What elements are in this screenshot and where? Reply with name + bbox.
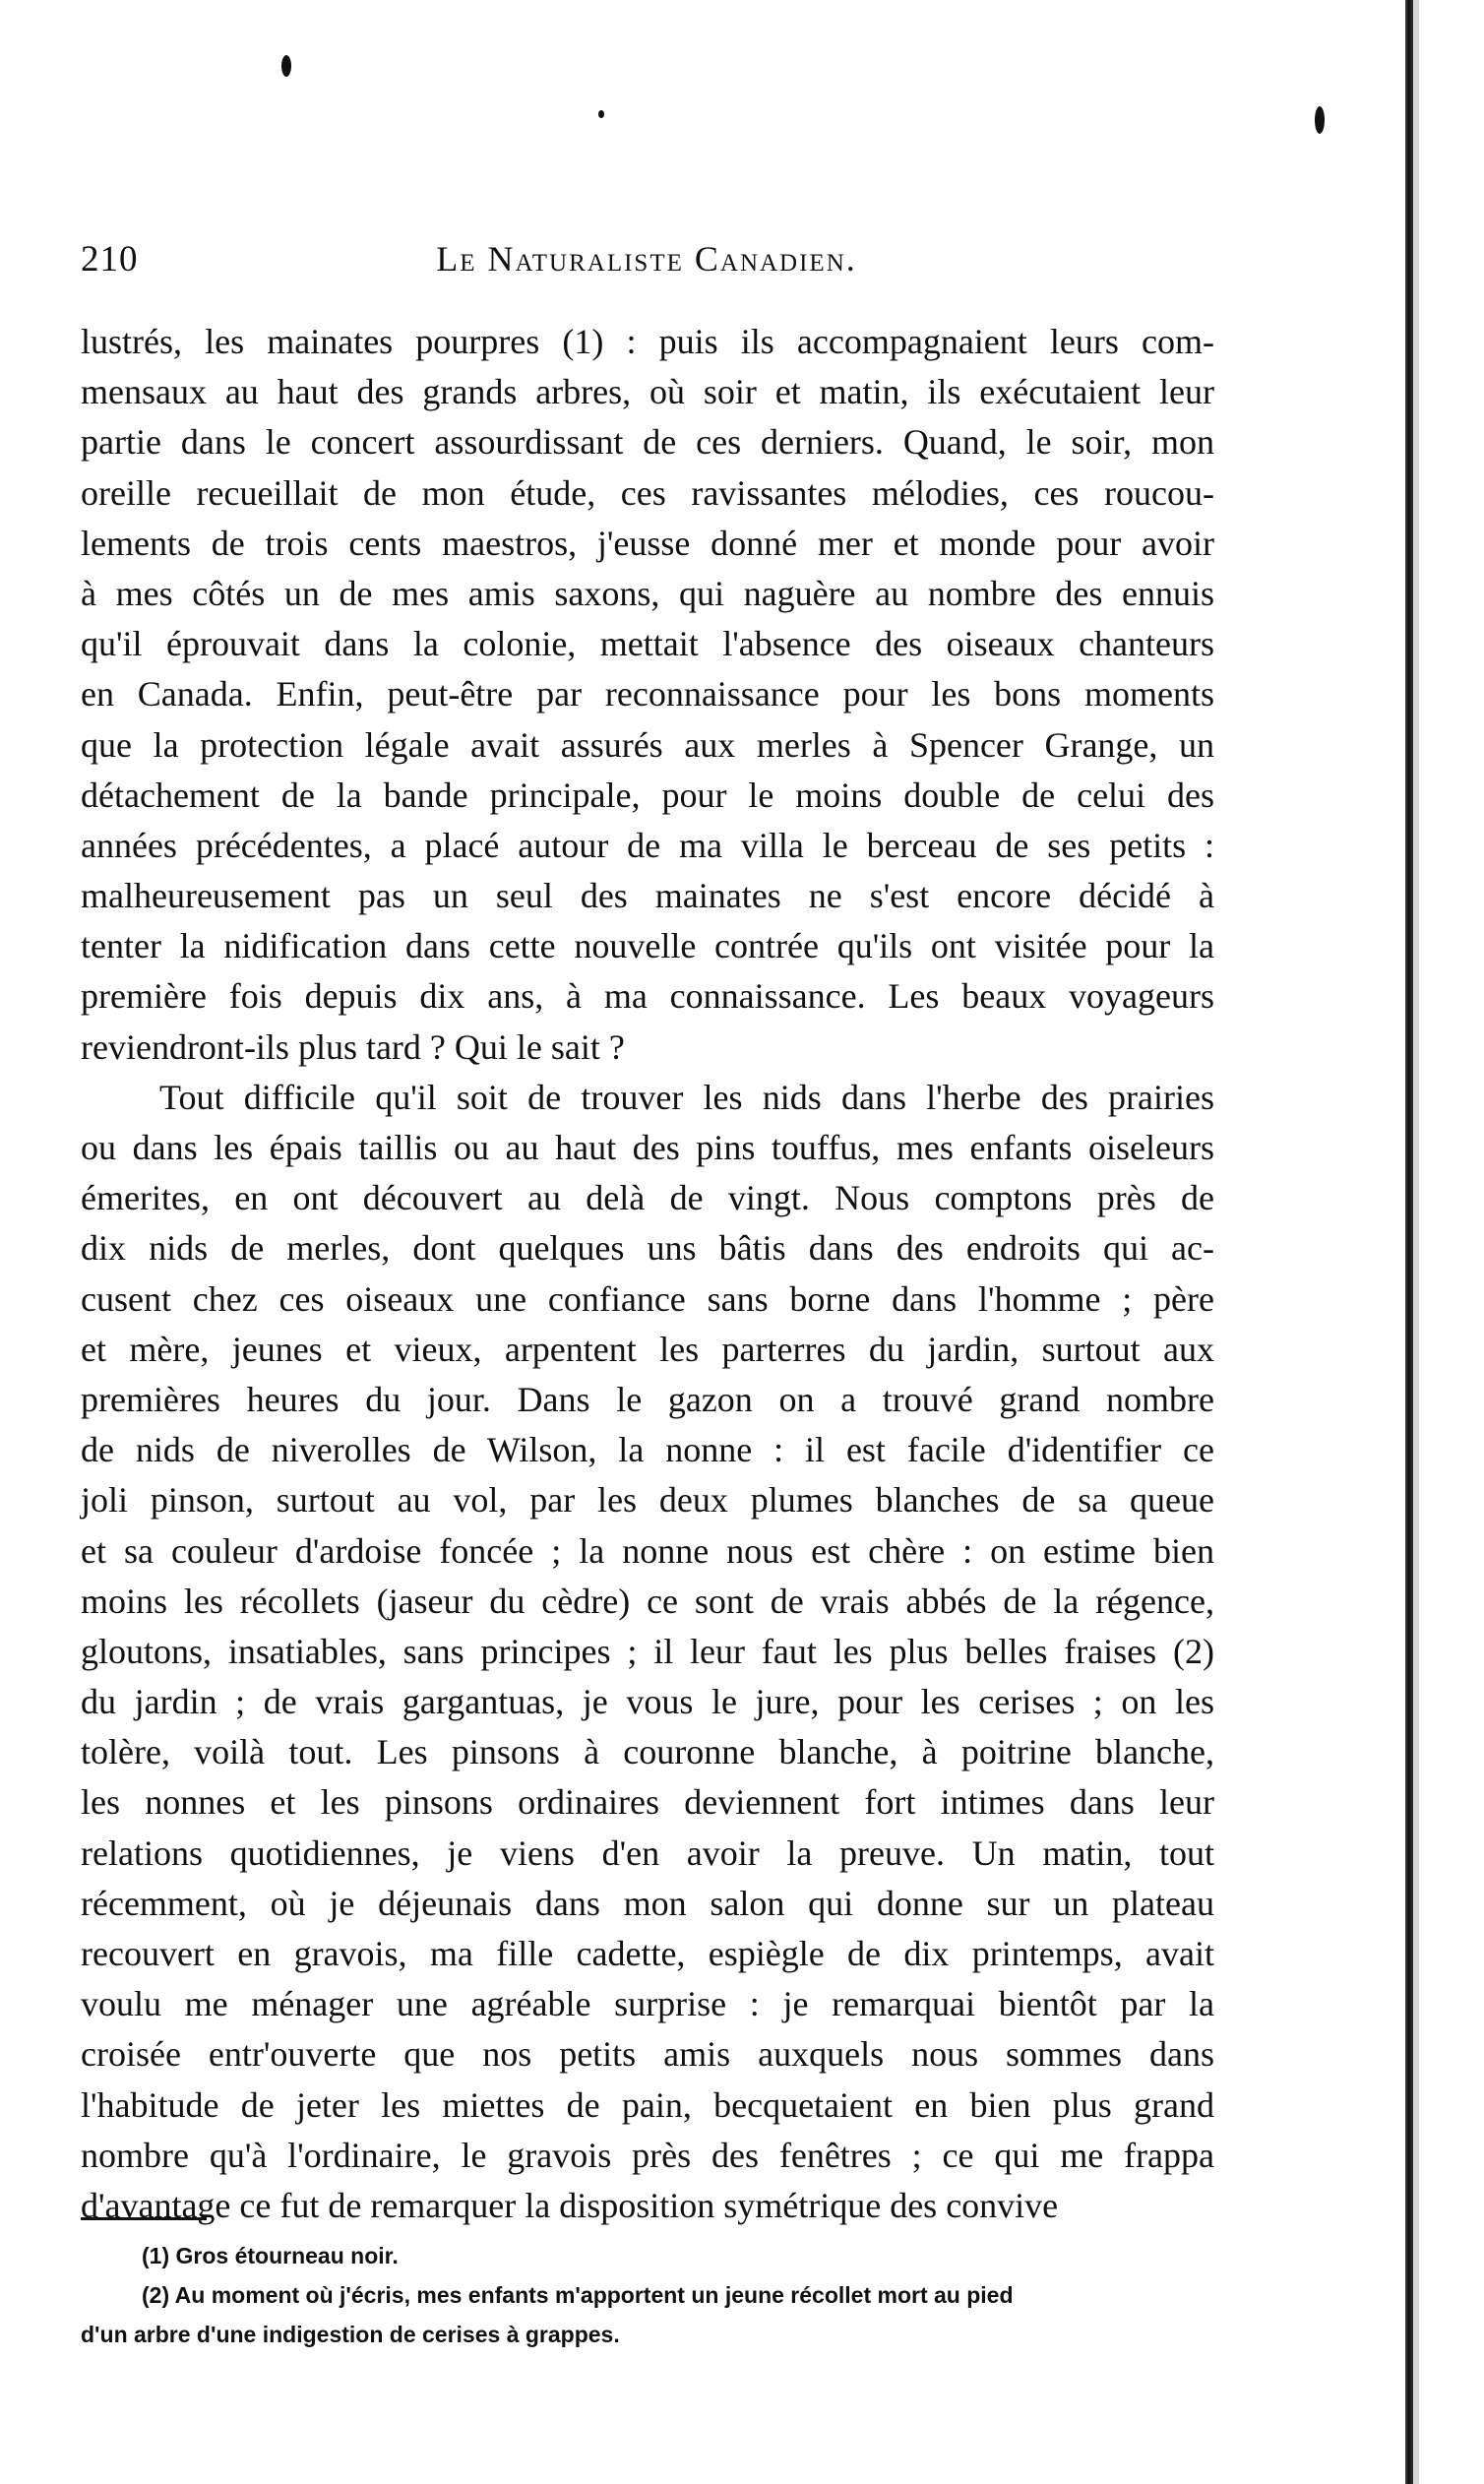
text-line: récemment, où je déjeunais dans mon salon qui donne sur un plateau <box>81 1883 1214 1923</box>
text-line: mensaux au haut des grands arbres, où soir et matin, ils exécutaient leur <box>81 372 1214 412</box>
ink-speck <box>1315 106 1325 134</box>
text-line: détachement de la bande principale, pour le moins double de celui des <box>81 775 1214 815</box>
body-text <box>81 317 1214 2231</box>
running-title: Le Naturaliste Canadien. <box>436 239 857 279</box>
text-line: croisée entr'ouverte que nos petits amis auxquels nous sommes dans <box>81 2034 1214 2075</box>
paragraph <box>81 1073 1214 2231</box>
paragraph <box>81 317 1214 1073</box>
text-line: reviendront-ils plus tard ? Qui le sait ? <box>81 1026 625 1067</box>
footnote-2-continued: d'un arbre d'une indigestion de cerises à grappes. <box>81 2322 620 2347</box>
text-line: de nids de niverolles de Wilson, la nonne : il est facile d'identifier ce <box>81 1430 1214 1470</box>
text-line: nombre qu'à l'ordinaire, le gravois près des fenêtres ; ce qui me frappa <box>81 2135 1214 2175</box>
text-line: lustrés, les mainates pourpres (1) : puis ils accompagnaient leurs com- <box>81 322 1214 361</box>
text-line: tenter la nidification dans cette nouvelle contrée qu'ils ont visitée pour la <box>81 926 1214 966</box>
text-line: et sa couleur d'ardoise foncée ; la nonne nous est chère : on estime bien <box>81 1530 1214 1571</box>
footnote-2: (2) Au moment où j'écris, mes enfants m'apportent un jeune récollet mort au pied <box>142 2282 1014 2308</box>
text-line: voulu me ménager une agréable surprise : je remarquai bientôt par la <box>81 1984 1214 2024</box>
text-line: lements de trois cents maestros, j'eusse donné mer et monde pour avoir <box>81 523 1214 563</box>
text-line: en Canada. Enfin, peut-être par reconnaissance pour les bons moments <box>81 674 1214 714</box>
footnote-rule <box>81 2217 207 2220</box>
text-line: ou dans les épais taillis ou au haut des pins touffus, mes enfants oiseleurs <box>81 1128 1214 1167</box>
text-line: émerites, en ont découvert au delà de vingt. Nous comptons près de <box>81 1178 1214 1218</box>
page-header <box>81 238 1212 287</box>
page-number: 210 <box>81 239 139 279</box>
text-line: cusent chez ces oiseaux une confiance sans borne dans l'homme ; père <box>81 1278 1214 1319</box>
footnotes <box>81 2236 1214 2354</box>
ink-speck <box>281 55 291 77</box>
text-line: du jardin ; de vrais gargantuas, je vous le jure, pour les cerises ; on les <box>81 1682 1214 1722</box>
text-line: première fois depuis dix ans, à ma connaissance. Les beaux voyageurs <box>81 976 1214 1017</box>
text-line: premières heures du jour. Dans le gazon on a trouvé grand nombre <box>81 1379 1214 1419</box>
text-line: que la protection légale avait assurés aux merles à Spencer Grange, un <box>81 724 1214 765</box>
text-line: partie dans le concert assourdissant de ces derniers. Quand, le soir, mon <box>81 422 1214 463</box>
text-line: tolère, voilà tout. Les pinsons à couronne blanche, à poitrine blanche, <box>81 1732 1214 1772</box>
text-line: joli pinson, surtout au vol, par les deux plumes blanches de sa queue <box>81 1480 1214 1521</box>
text-line: recouvert en gravois, ma fille cadette, espiègle de dix printemps, avait <box>81 1934 1214 1973</box>
text-line: et mère, jeunes et vieux, arpentent les parterres du jardin, surtout aux <box>81 1329 1214 1369</box>
text-line: années précédentes, a placé autour de ma villa le berceau de ses petits : <box>81 825 1214 865</box>
text-line: gloutons, insatiables, sans principes ; il leur faut les plus belles fraises (2) <box>81 1631 1214 1671</box>
text-line: Tout difficile qu'il soit de trouver les nids dans l'herbe des prairies <box>159 1077 1214 1117</box>
text-line: relations quotidiennes, je viens d'en avoir la preuve. Un matin, tout <box>81 1832 1214 1873</box>
text-line: moins les récollets (jaseur du cèdre) ce sont de vrais abbés de la régence, <box>81 1581 1214 1621</box>
text-line: dix nids de merles, dont quelques uns bâtis dans des endroits qui ac- <box>81 1228 1214 1269</box>
page-binding-edge <box>1405 0 1413 2484</box>
page-gutter-shadow <box>1413 0 1419 2484</box>
text-line: oreille recueillait de mon étude, ces ravissantes mélodies, ces roucou- <box>81 472 1214 513</box>
text-line: à mes côtés un de mes amis saxons, qui naguère au nombre des ennuis <box>81 573 1214 613</box>
text-line: l'habitude de jeter les miettes de pain, becquetaient en bien plus grand <box>81 2084 1214 2125</box>
text-line: les nonnes et les pinsons ordinaires deviennent fort intimes dans leur <box>81 1782 1214 1823</box>
text-line: malheureusement pas un seul des mainates ne s'est encore décidé à <box>81 876 1214 916</box>
text-line: qu'il éprouvait dans la colonie, mettait l'absence des oiseaux chanteurs <box>81 624 1214 664</box>
text-line: d'avantage ce fut de remarquer la disposition symétrique des convive <box>81 2185 1059 2225</box>
footnote-1: (1) Gros étourneau noir. <box>142 2243 399 2268</box>
ink-speck <box>598 110 604 118</box>
